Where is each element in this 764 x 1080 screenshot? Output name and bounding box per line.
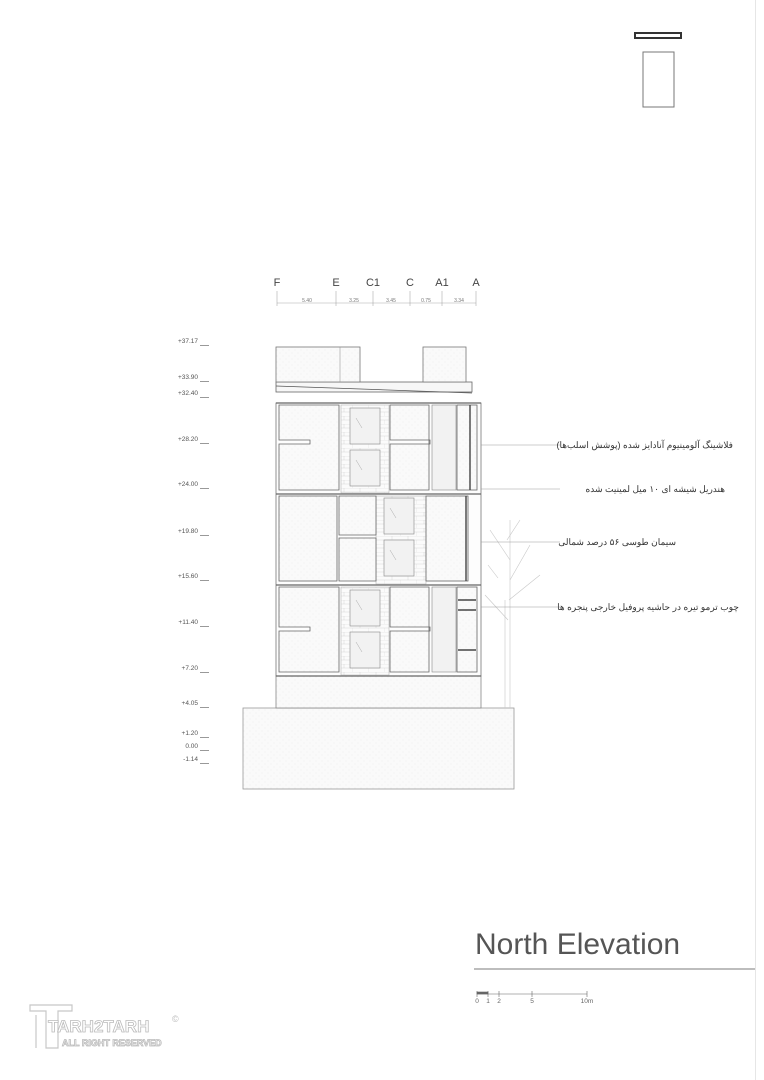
dimension-line [277,291,476,306]
level-label: +4.05 [181,700,198,707]
watermark-brand: TARH2TARH [48,1017,150,1036]
grid-axis-label: C1 [365,277,381,289]
leader-line [481,445,560,607]
grid-axis-label: A1 [435,277,449,289]
tree-outline [485,520,540,708]
grid-axis-label: C [406,277,414,289]
scale-label: 1 [486,998,490,1005]
grid-axis-label: E [332,277,340,289]
scale-label: 10m [580,998,594,1005]
podium-base [243,708,514,789]
level-label: +28.20 [177,436,198,443]
roof-elevator-box [423,347,466,382]
level-label: +15.60 [177,573,198,580]
level-label: +7.20 [181,665,198,672]
scale-bar-graphic [477,991,587,997]
level-label: 0.00 [185,743,198,750]
level-label: +19.80 [177,528,198,535]
level-label: +32.40 [177,390,198,397]
grid-dimension: 3.34 [454,298,464,304]
ground-floor-band [276,676,481,708]
level-label: +33.90 [177,374,198,381]
grid-dimension: 3.45 [386,298,396,304]
watermark-tagline: ALL RIGHT RESERVED [62,1038,162,1048]
material-note: فلاشینگ آلومینیوم آنادایز شده (پوشش اسلب‌ها) [556,440,733,450]
grid-dimension: 3.25 [349,298,359,304]
level-label: -1.14 [183,756,198,763]
copyright-mark: © [172,1014,179,1024]
grid-axis-label: F [273,277,281,289]
title-underline [474,968,755,970]
grid-dimension: 0.75 [421,298,431,304]
scale-label: 2 [497,998,501,1005]
scale-label: 5 [530,998,534,1005]
level-label: +24.00 [177,481,198,488]
material-note: سیمان طوسی ۵۶ درصد شمالی [558,537,676,547]
grid-axis-label: A [472,277,480,289]
drawing-title: North Elevation [475,928,681,961]
level-label: +1.20 [181,730,198,737]
scale-label: 0 [475,998,479,1005]
material-note: چوب ترمو تیره در حاشیه پروفیل خارجی پنجره ها [557,602,739,612]
level-label: +37.17 [177,338,198,345]
grid-dimension: 5.40 [302,298,312,304]
level-label: +11.40 [178,619,198,626]
material-note: هندریل شیشه ای ۱۰ میل لمینیت شده [585,484,725,494]
roof-stair-box [276,347,360,382]
